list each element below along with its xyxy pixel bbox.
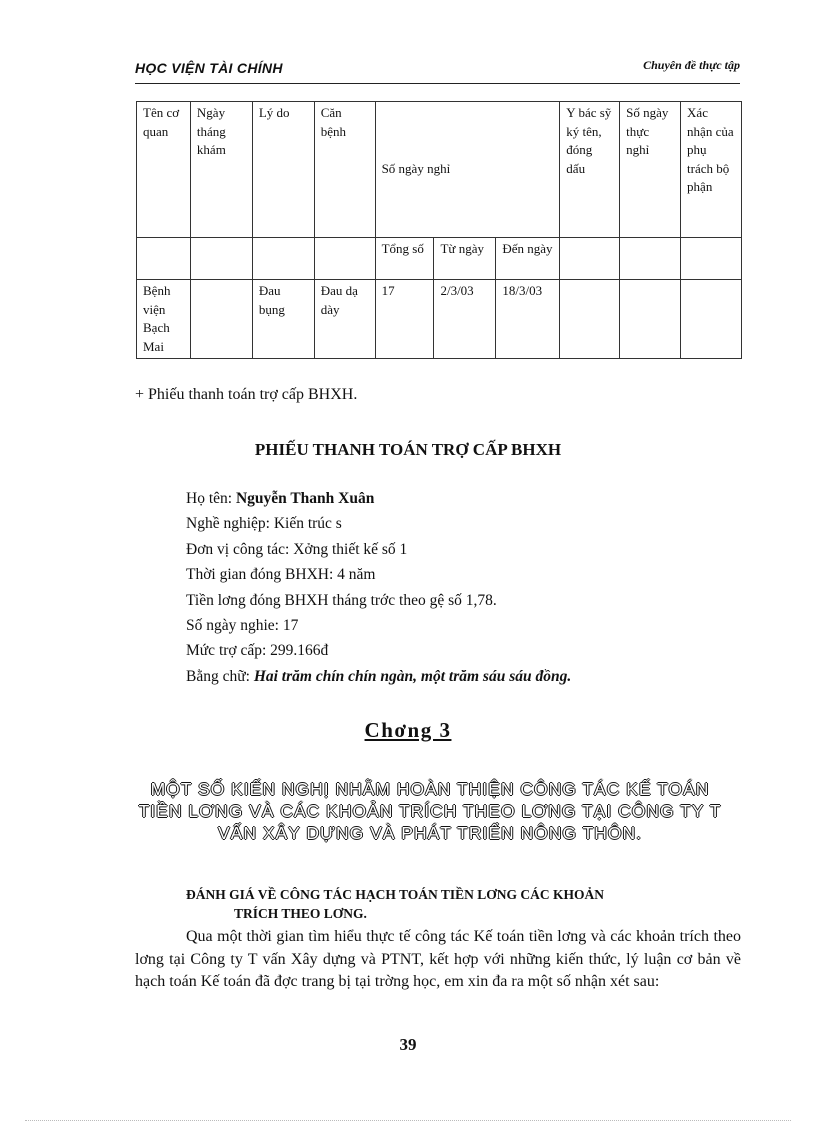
- col-total: Tổng số: [375, 238, 434, 280]
- cell-to: 18/3/03: [496, 280, 560, 359]
- slip-name-value: Nguyễn Thanh Xuân: [235, 490, 375, 507]
- cell-confirm: [681, 280, 742, 359]
- slip-name-label: Họ tên:: [186, 490, 236, 507]
- col-agency: Tên cơ quan: [137, 102, 191, 238]
- chapter-label: Chơng 3: [364, 718, 452, 742]
- page-header: [135, 58, 740, 84]
- cell-actual-days: [620, 280, 681, 359]
- header-rule: [135, 83, 740, 84]
- slip-title: PHIẾU THANH TOÁN TRỢ CẤP BHXH: [254, 440, 562, 459]
- table-subheader-row: [137, 238, 742, 280]
- slip-unit: Đơn vị công tác: Xởng thiết kế số 1: [186, 540, 408, 558]
- section-paragraph: Qua một thời gian tìm hiểu thực tế công tác Kế toán tiền lơng và các khoản trích theo lơng tại Công ty T vấn Xây dựng và PTNT, kết hợp với những kiến thức, lý luận cơ bản về hạch toán Kế toán đã đợc trang bị tại trờng học, em xin đa ra một số nhận xét sau:: [135, 928, 741, 990]
- slip-words-line: [186, 664, 571, 689]
- slip-days: Số ngày nghie: 17: [186, 617, 299, 635]
- sick-leave-table: [136, 101, 742, 359]
- header-report-type: Chuyên đề thực tập: [643, 58, 740, 72]
- cell-reason: Đau bụng: [252, 280, 314, 359]
- slip-details: [186, 486, 571, 689]
- col-actual-days: Số ngày thực nghỉ: [620, 102, 681, 238]
- col-to: Đến ngày: [496, 238, 560, 280]
- cell-illness: Đau dạ dày: [314, 280, 375, 359]
- footer-dotted-line: [25, 1120, 791, 1121]
- col-doctor: Y bác sỹ ký tên, đóng dấu: [560, 102, 620, 238]
- slip-years: Thời gian đóng BHXH: 4 năm: [186, 566, 376, 584]
- col-confirm: Xác nhận của phụ trách bộ phận: [681, 102, 742, 238]
- cell-agency: Bệnh viện Bạch Mai: [137, 280, 191, 359]
- slip-salary: Tiền lơng đóng BHXH tháng trớc theo gệ số 1,78.: [186, 591, 497, 609]
- slip-job: Nghề nghiệp: Kiến trúc s: [186, 515, 342, 533]
- cell-exam-date: [190, 280, 252, 359]
- table-header-row: [137, 102, 742, 238]
- header-institution: HỌC VIỆN TÀI CHÍNH: [135, 60, 283, 76]
- section-heading-line1: ĐÁNH GIÁ VỀ CÔNG TÁC HẠCH TOÁN TIỀN LƠNG CÁC KHOẢN: [186, 887, 605, 902]
- slip-words-label: Bằng chữ:: [186, 667, 254, 685]
- col-days-off: Số ngày nghỉ: [375, 102, 560, 238]
- slip-amount: Mức trợ cấp: 299.166đ: [186, 642, 329, 660]
- cell-from: 2/3/03: [434, 280, 496, 359]
- cell-doctor: [560, 280, 620, 359]
- col-from: Từ ngày: [434, 238, 496, 280]
- page-number: 39: [399, 1035, 417, 1054]
- section-heading: [186, 885, 746, 923]
- slip-name-line: [186, 486, 571, 511]
- chapter-title: MỘT SỐ KIẾN NGHỊ NHẰM HOÀN THIỆN CÔNG TÁC KẾ TOÁN TIỀN LƠNG VÀ CÁC KHOẢN TRÍCH THEO LƠNG TẠI CÔNG TY T VẤN XÂY DỰNG VÀ PHÁT TRIỂN NÔNG THÔN.: [138, 779, 722, 843]
- intro-line: + Phiếu thanh toán trợ cấp BHXH.: [135, 386, 358, 403]
- col-illness: Căn bệnh: [314, 102, 375, 238]
- section-heading-line2: TRÍCH THEO LƠNG.: [234, 906, 367, 921]
- slip-words-value: Hai trăm chín chín ngàn, một trăm sáu sáu đồng.: [253, 667, 572, 685]
- col-reason: Lý do: [252, 102, 314, 238]
- col-exam-date: Ngày tháng khám: [190, 102, 252, 238]
- cell-total: 17: [375, 280, 434, 359]
- table-row: [137, 280, 742, 359]
